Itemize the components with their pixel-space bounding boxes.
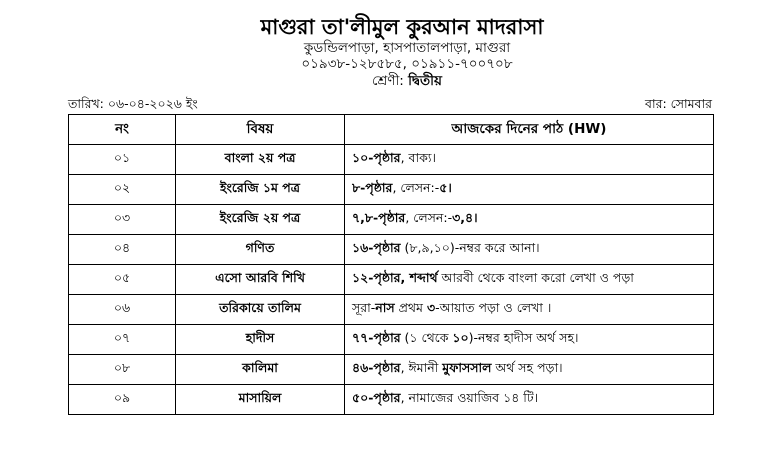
- lesson-text: ৭৭-পৃষ্ঠার: [352, 329, 401, 345]
- row-subject: হাদীস: [176, 325, 345, 355]
- class-value: দ্বিতীয়: [408, 73, 442, 89]
- row-number: ০৯: [69, 385, 176, 415]
- school-address: কুডন্ডিলপাড়া, হাসপাতালপাড়া, মাগুরা: [303, 40, 511, 56]
- class-line: [30, 72, 784, 90]
- lesson-text: ৫০-পৃষ্ঠার: [352, 389, 401, 405]
- row-lesson: [345, 385, 714, 415]
- lesson-text: ১০-পৃষ্ঠার: [352, 149, 401, 165]
- lesson-text: , লেসন:-: [405, 209, 453, 225]
- table-row: [69, 295, 714, 325]
- row-lesson: [345, 205, 714, 235]
- school-phone: ০১৯৩৮-১২৮৫৮৫, ০১৯১১-৭০০৭০৮: [301, 56, 513, 72]
- row-lesson: [345, 295, 714, 325]
- table-row: [69, 205, 714, 235]
- lesson-text: ১০: [452, 329, 469, 345]
- lesson-text: মুফাসসাল: [442, 359, 492, 375]
- lesson-text: , বাক্য।: [400, 149, 436, 165]
- lesson-text: ৫।: [439, 179, 452, 195]
- lesson-text: ৭,৮-পৃষ্ঠার: [352, 209, 406, 225]
- header-lesson: আজকের দিনের পাঠ (HW): [345, 115, 714, 145]
- lesson-text: , নামাজের ওয়াজিব ১৪ টি।: [400, 389, 539, 405]
- row-number: ০৪: [69, 235, 176, 265]
- table-row: [69, 385, 714, 415]
- lesson-text: ৩: [426, 299, 436, 315]
- table-row: [69, 265, 714, 295]
- date-label: তারিখ: ০৬-০৪-২০২৬ ইং: [68, 96, 198, 111]
- table-row: [69, 235, 714, 265]
- lesson-text: (১ থেকে: [400, 329, 453, 345]
- row-lesson: [345, 355, 714, 385]
- table-row: [69, 355, 714, 385]
- row-number: ০৬: [69, 295, 176, 325]
- header-subject: বিষয়: [176, 115, 345, 145]
- lesson-text: )-নম্বর হাদীস অর্থ সহ।: [468, 329, 579, 345]
- lesson-text: ৩,৪।: [452, 209, 478, 225]
- row-subject: এসো আরবি শিখি: [176, 265, 345, 295]
- header-number: নং: [69, 115, 176, 145]
- row-subject: তরিকায়ে তালিম: [176, 295, 345, 325]
- lesson-text: ১২-পৃষ্ঠার, শব্দার্থ: [352, 269, 438, 285]
- lesson-text: -আয়াত পড়া ও লেখা ।: [435, 299, 552, 315]
- row-subject: ইংরেজি ১ম পত্র: [176, 175, 345, 205]
- row-lesson: [345, 145, 714, 175]
- row-subject: ইংরেজি ২য় পত্র: [176, 205, 345, 235]
- row-lesson: [345, 265, 714, 295]
- page-header: [0, 14, 784, 90]
- table-row: [69, 325, 714, 355]
- row-number: ০৫: [69, 265, 176, 295]
- class-label: শ্রেণী:: [371, 73, 404, 89]
- lesson-text: অর্থ সহ পড়া।: [491, 359, 563, 375]
- row-lesson: [345, 175, 714, 205]
- lesson-text: আরবী থেকে বাংলা করো লেখা ও পড়া: [437, 269, 634, 285]
- row-number: ০৭: [69, 325, 176, 355]
- lesson-text: ১৬-পৃষ্ঠার: [352, 239, 401, 255]
- row-number: ০৮: [69, 355, 176, 385]
- lesson-text: ৪৬-পৃষ্ঠার: [352, 359, 401, 375]
- day-label: বার: সোমবার: [645, 96, 712, 111]
- row-number: ০২: [69, 175, 176, 205]
- lesson-text: নাস: [375, 299, 395, 315]
- school-title: মাগুরা তা'লীমুল কুরআন মাদরাসা: [260, 15, 544, 39]
- row-lesson: [345, 325, 714, 355]
- row-number: ০৩: [69, 205, 176, 235]
- row-subject: মাসায়িল: [176, 385, 345, 415]
- row-lesson: [345, 235, 714, 265]
- row-subject: কালিমা: [176, 355, 345, 385]
- lesson-text: ৮-পৃষ্ঠার: [352, 179, 393, 195]
- row-number: ০১: [69, 145, 176, 175]
- homework-table: [68, 114, 714, 415]
- lesson-text: , ঈমানী: [400, 359, 443, 375]
- row-subject: বাংলা ২য় পত্র: [176, 145, 345, 175]
- lesson-text: প্রথম: [394, 299, 427, 315]
- table-row: [69, 145, 714, 175]
- lesson-text: , লেসন:-: [392, 179, 440, 195]
- lesson-text: (৮,৯,১০)-নম্বর করে আনা।: [400, 239, 540, 255]
- table-header-row: [69, 115, 714, 145]
- row-subject: গণিত: [176, 235, 345, 265]
- table-row: [69, 175, 714, 205]
- lesson-text: সূরা-: [352, 299, 376, 315]
